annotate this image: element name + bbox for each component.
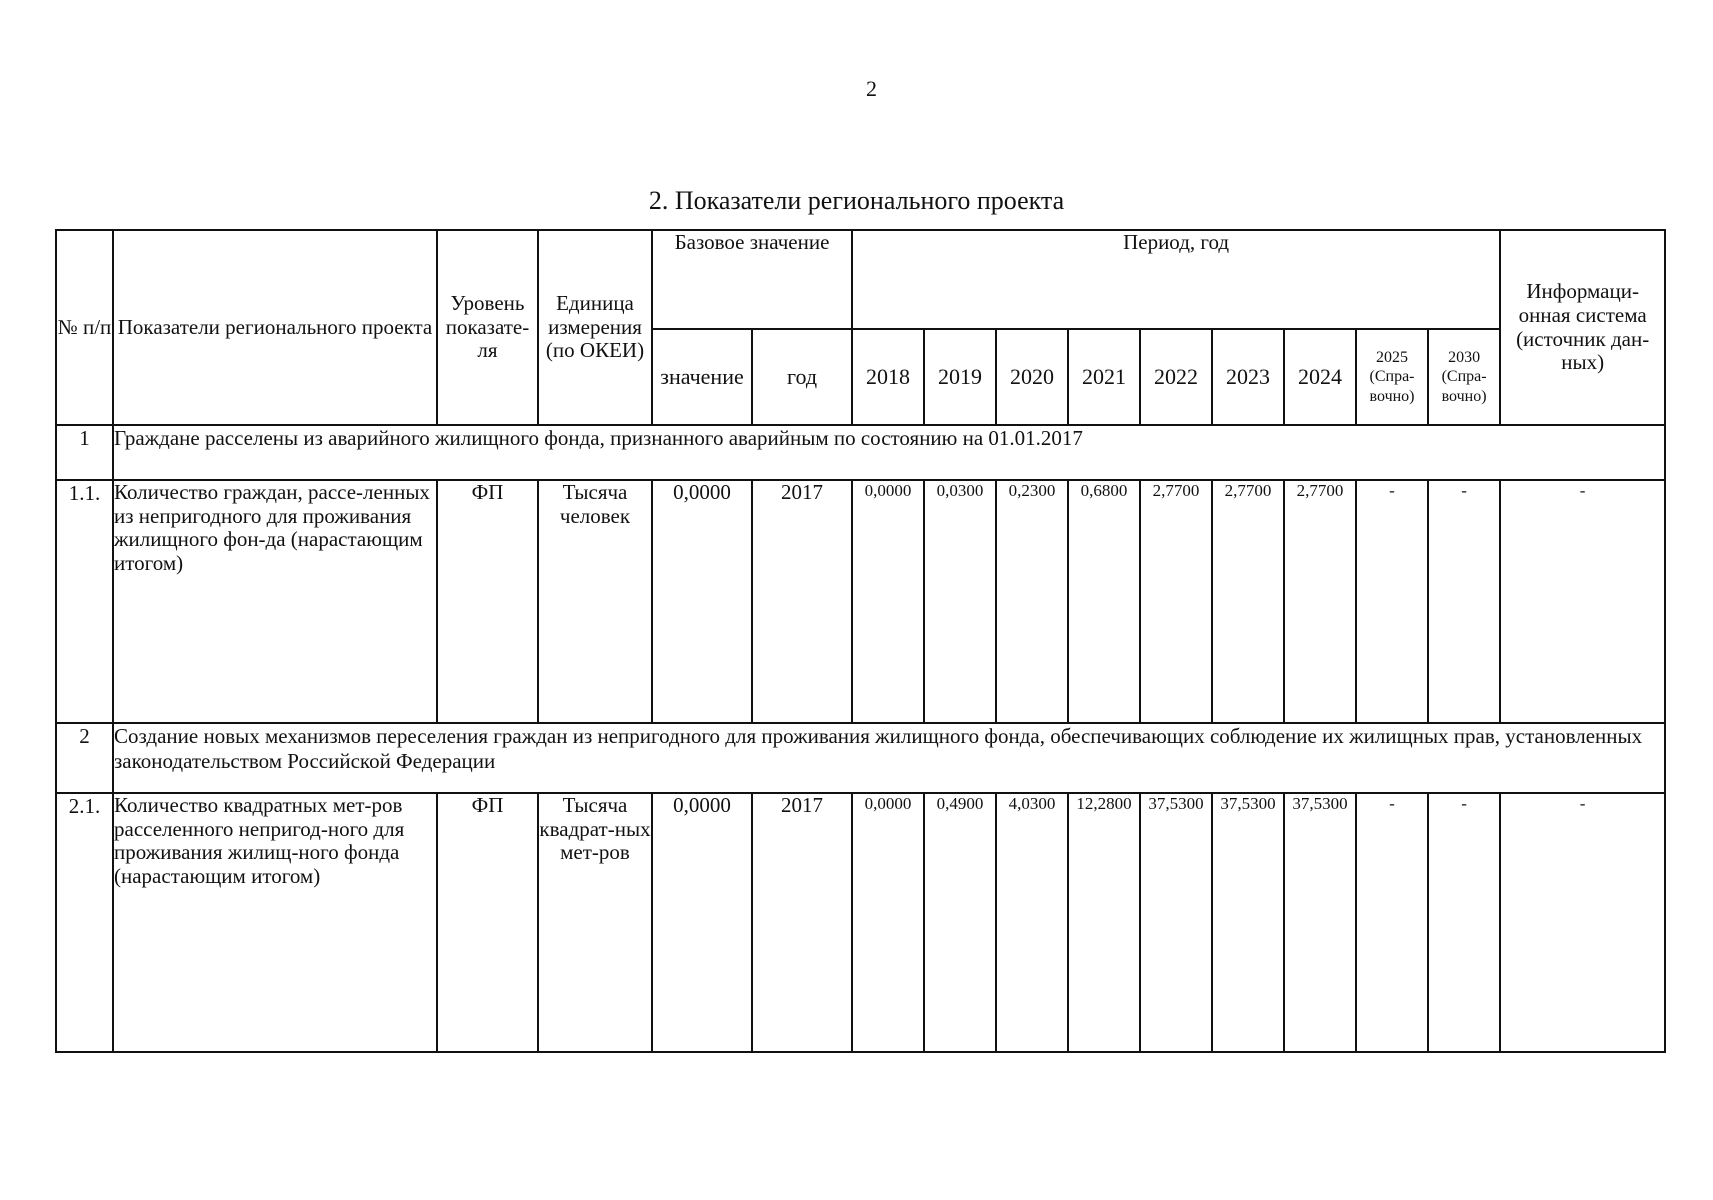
indicator-name: Количество граждан, рассе-ленных из непригодного для проживания жилищного фон-да (нарастающим итогом) (113, 480, 437, 723)
value-2025: - (1356, 480, 1428, 723)
value-cell: 37,5300 (1212, 793, 1284, 1052)
item-num: 2.1. (56, 793, 113, 1052)
value-2030: - (1428, 480, 1500, 723)
page-number: 2 (866, 76, 877, 101)
header-year-2030: 2030 (Спра-вочно) (1428, 329, 1500, 425)
section-title: Создание новых механизмов переселения граждан из непригодного для проживания жилищного фонда, обеспечивающих соблюдение их жилищных прав, установленных законодательством Российской Федерации (113, 723, 1665, 793)
indicator-unit: Тысяча человек (538, 480, 652, 723)
value-cell: 2,7700 (1212, 480, 1284, 723)
value-cell: 0,0300 (924, 480, 996, 723)
header-year: 2018 (852, 329, 924, 425)
value-cell: 0,2300 (996, 480, 1068, 723)
header-year: 2019 (924, 329, 996, 425)
header-info: Информаци-онная система (источник дан-ных) (1500, 230, 1665, 425)
section-num: 1 (56, 425, 113, 480)
header-base: Базовое значение (652, 230, 852, 329)
value-cell: 0,6800 (1068, 480, 1140, 723)
info-system: - (1500, 480, 1665, 723)
header-indicator: Показатели регионального проекта (113, 230, 437, 425)
base-value: 0,0000 (652, 480, 752, 723)
header-year: 2023 (1212, 329, 1284, 425)
base-value: 0,0000 (652, 793, 752, 1052)
value-cell: 0,0000 (852, 793, 924, 1052)
value-2025: - (1356, 793, 1428, 1052)
value-cell: 12,2800 (1068, 793, 1140, 1052)
section-title: Граждане расселены из аварийного жилищного фонда, признанного аварийным по состоянию на 01.01.2017 (113, 425, 1665, 480)
section-num: 2 (56, 723, 113, 793)
value-cell: 2,7700 (1284, 480, 1356, 723)
header-num: № п/п (56, 230, 113, 425)
header-base-year: год (752, 329, 852, 425)
value-cell: 0,0000 (852, 480, 924, 723)
value-2030: - (1428, 793, 1500, 1052)
indicator-level: ФП (437, 793, 538, 1052)
header-year: 2020 (996, 329, 1068, 425)
info-system: - (1500, 793, 1665, 1052)
header-level: Уровень показате-ля (437, 230, 538, 425)
header-year: 2022 (1140, 329, 1212, 425)
header-year: 2024 (1284, 329, 1356, 425)
item-num: 1.1. (56, 480, 113, 723)
value-cell: 4,0300 (996, 793, 1068, 1052)
header-unit: Единица измерения (по ОКЕИ) (538, 230, 652, 425)
value-cell: 37,5300 (1284, 793, 1356, 1052)
header-period: Период, год (852, 230, 1500, 329)
indicator-level: ФП (437, 480, 538, 723)
indicator-unit: Тысяча квадрат-ных мет-ров (538, 793, 652, 1052)
indicators-table (55, 229, 1666, 1053)
page-title: 2. Показатели регионального проекта (648, 186, 1065, 215)
header-year: 2021 (1068, 329, 1140, 425)
indicator-name: Количество квадратных мет-ров расселенного непригод-ного для проживания жилищ-ного фонда (нарастающим итогом) (113, 793, 437, 1052)
base-year: 2017 (752, 793, 852, 1052)
base-year: 2017 (752, 480, 852, 723)
value-cell: 0,4900 (924, 793, 996, 1052)
header-year-2025: 2025 (Спра-вочно) (1356, 329, 1428, 425)
value-cell: 37,5300 (1140, 793, 1212, 1052)
header-base-value: значение (652, 329, 752, 425)
value-cell: 2,7700 (1140, 480, 1212, 723)
